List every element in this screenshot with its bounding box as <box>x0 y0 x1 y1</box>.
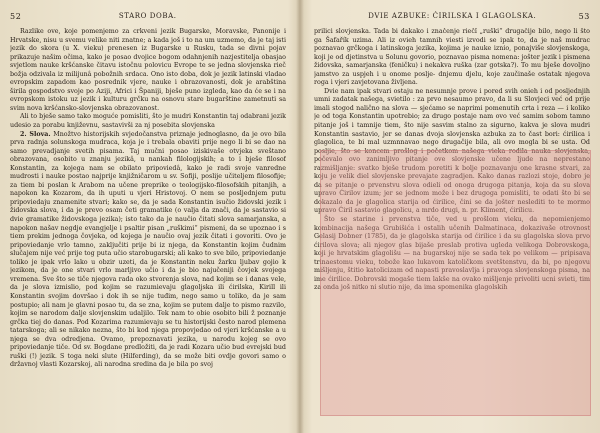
left-page-body <box>10 28 286 425</box>
paragraph-text: Dvie nam ipak stvari ostaju ne nesumnje prove i pored svih onieh i od posljednjih umni zadatak našega, svietilo : za prvo nesaumo pravo, da li su Slovjeci već od prije imali stogod nalično na slova — sjećamo se naprimi pomenutih crta i reza — i koliko je od toga Konstantin upotrebio; za drugo postaje nam ovo već samim sobom tamno pitanje još i tamnije tiem, što nije sasvim stalno za sigurno, kakva je slova mudri Konstantin sastavio, jer se danas dvoja slovjenska azbuka za to čast bori: ćirilica i glagolica, te bi mal uzmnnavao nego drugačije bila, ali ovo mogla bi se usta. Od posljie, što se koncem prošlog i početkom našega vieka rodila nauka slovjenska, počevalo ovo zanimljivo pitanje ove slovjenske učene ljude na neprestano razmišljanje: svatko bješe trudom poretiti k bolje poznavanju one krasne stvari, za koju je velik diel slovjenske prevajate zagradjen. Kako danas razlozi stoje, dobro je da se pitanje o prvenstvu slova odieli od onoga drugoga pitanja, koja da su slova upravo Ćirilov izum; jer se jednom može i bez drugoga pomisliti, te odati što bi se dokazalo da je glagolica starija od ćirilice, čini se da jošter neslediti to te mormo upravo Ćiril sastavio glagolicu, a mrdo drugi, n. pr. Kliment, ćirilicu. <box>314 87 590 215</box>
left-running-head: STARO DOBA. <box>118 12 177 20</box>
left-page-header <box>10 11 286 21</box>
paragraph <box>314 88 590 216</box>
paragraph-text: Što se starine i prvenstva tiče, ved u prošlom vieku, da nepomienjemo kombinacija našega Grubišića i ostalih učenih Dalmatinaca, dokazivaše otrovnost Gelasij Dobner (1785), da je glagolska starija od ćirilice i da su glagolska slova prvo ćirilova slova; ali njegov glas bijaše preslab protiva ugleda velikoga Dobrovskoga, koji je hrvatskim glagolišu — na bugarskoj nije se sada tek po velikom — pripisava trinaestomu vieku, tobože kao lukavom katoličkom svetštenstvu, da bi, po njegovu mišljenju, štitio katolicizam od napasti pravoslavlja i pravoga slovjenskoga pisma, na ime ćirilice. Dobrovski mogaše tiem lakše na ovako mišljenje privoliti ucni svieti, tim za onda još nitko ni slutio nije, da ima spomenika glagolskih <box>314 216 590 292</box>
paragraph <box>10 28 286 113</box>
book-gutter <box>296 0 304 433</box>
paragraph-text: Razlike ove, koje pomenjemo za crkveni jezik Bugarske, Moravske, Panonije i Hrvatske, nisu u svemu velike niti znatne; a kada još i to na um uzmemo, da je taj isti jezik do skora (u X. vieku) prenesen iz Bugarske u Rusku, tada se divni pojav prikazuje našim očima, kako je posao dvojice bogom odahnjenih nazjestitelja obasjao svjetlom nauke kršćanske čitavu istočnu polovicu Evrope te se jedna slovjenska rieč božja odzivala iz milijunâ pobožnih srdaca. Ono isto doba, dok je jezik latinski vladao evropskim zapadom kao posrednik vjere, nauke i obrazovanosti, dok je arabština širila gospodstvo svoje po Aziji, Africi i Španiji, bješe puno izgleda, kao da će se i na evropskom istoku uz jezik i kulturu grčku na osnovu stare bugarštine zametnuti sa svim nova kršćansko-slovjenska obrazovanost. <box>10 28 286 112</box>
right-page-header <box>314 11 590 21</box>
paragraph-text: Ali to bješe samo tako moguće pomisliti, što je mudri Konstantin taj odabrani jezik udesio za porabu književnu, sastavivši za nj posebita slovjenska <box>10 113 286 130</box>
paragraph <box>10 131 286 370</box>
paragraph <box>10 113 286 130</box>
paragraph-text: Množtvo historijskih svjedočanstva priznaje jednoglasno, da je ovo bila prva radnja solunskoga mudraca, koja je i trebala obaviti prije nego li bi se dao na samo prevadjanje svetih pisama. Taj mučni posao iziskivaše otvjeka sveštano obrazovana, osobito u znanju jezikâ, u nankah filologijskih; a to i bješe filosof Konstantin, za kojega nam se obilato pripoviedâ, kako je radi svoje vanredne mudrosti i nauke postao najprije knjižničarom u sv. Sofiji, poslije učiteljem filosofije; za tiem bi poslan k Arabom na učene preprike o teologijsko-filosofskih pitanjih, a napokon ka Kozarom, da ih uputi u vjeri Hristovoj. O nem se posljednjem putu pripoviedaju znamenite stvari; kako se, da je sada Konstantin isučio židovski jezik i židovska slova, i da je prevo osam četi gramatike (o valja da znači, da je sastavio si dvie gramatike židovskoga jezika); isto tako da je naučio čitati slova samarjanska, a napokon našav negdje evangjelje i psaltir pisan „ruškimi“ pismeni, da se upoznao i s tiem prekim jednoga čovjeka, od kojega je naučio ovaj jezik čitati i govoriti. Ovo je pripoviedanje vrlo tamno, zaključiti prije bi iz njega, da Konstantin kojim čudnim slučajem nije već prije tog puta učio starobugarski; ali kako to sve bilo, pripoviedanje toliko je ipak vrlo lako u obzir uzeti, da je Konstantin neku žarku ljubav gojio k jezikom, da je one stvari vrlo marljivo učio i da je bio najučeniji čovjek svojega vremena. Sve što se tiče njegova rada oko stvorenja slova, nad kojim se i danas vele, da je slova izmislio, pod kojim se razumievaju glagoljska ili ćirilska, Kirill ili Konstantin svojim dovršao i dok ih se nije tuđim, nego samo u toliko, da je sam postupio; ali nam je glavni posao tu, da se zna, kojim se putem dalje to pismo razvilo, kojim se narodom dalje slovjenskim udaljilo. Tek nam to obie osobito bili ž poznanje grčka tiej do danas. Pod Kozarima razumievaju se tu historijski često narod plemena tatarskoga; ali se nikako nezna, što bi kod njega propovjedao od vjeri kršćanske a u njega se dva odredjena. Ovamo, prepoznavati jezika, u narodu kojeg se ovo pripoviedanje tiče. Od sv. Bogdane predložiti, da je radi Kozara učio bud evrejski bud ruški (!) jezik. S toga neki slute (Hilferding), da se može biti ovdje govori samo o državnoj vlasti Kozarskoj, ali narodna sredina da je bila po svoj <box>10 130 286 369</box>
paragraph <box>314 216 590 293</box>
right-page-body <box>314 28 590 425</box>
left-page-number: 52 <box>10 11 22 21</box>
paragraph-text: prilici slovjenska. Tada bi dakako i značenje riečî „ruški“ drugačije bilo, nego li što ga Šafařík uzima. Ali iz ovieh tamnih viesti izvodi se ipak to, da je naš mudrac poznavao grčkoga i latinskoga jezika, kojima je nauke iznio, ponajviše slovjenskoga, koji je od djetinstva u Solunu govorio, poznavao pisma nomena: jošter jezik i pismena židovska, samarjanska (feničku) i nekakva ruška (zar gotska?). To mu bješe dovoljno jamstvo za uspjeh i u onome poslje- dnjemu djelu, koje zaučinaše ostatak njegova roga i vjeri zavjetovana življena. <box>314 28 590 87</box>
left-page <box>0 0 296 433</box>
paragraph <box>314 28 590 88</box>
right-running-head: DVIE AZBUKE: ĆIRILSKA I GLAGOLSKA. <box>368 12 537 20</box>
right-page-number: 53 <box>578 11 590 21</box>
right-page <box>304 0 600 433</box>
section-heading: 2. Slova. <box>20 130 51 138</box>
